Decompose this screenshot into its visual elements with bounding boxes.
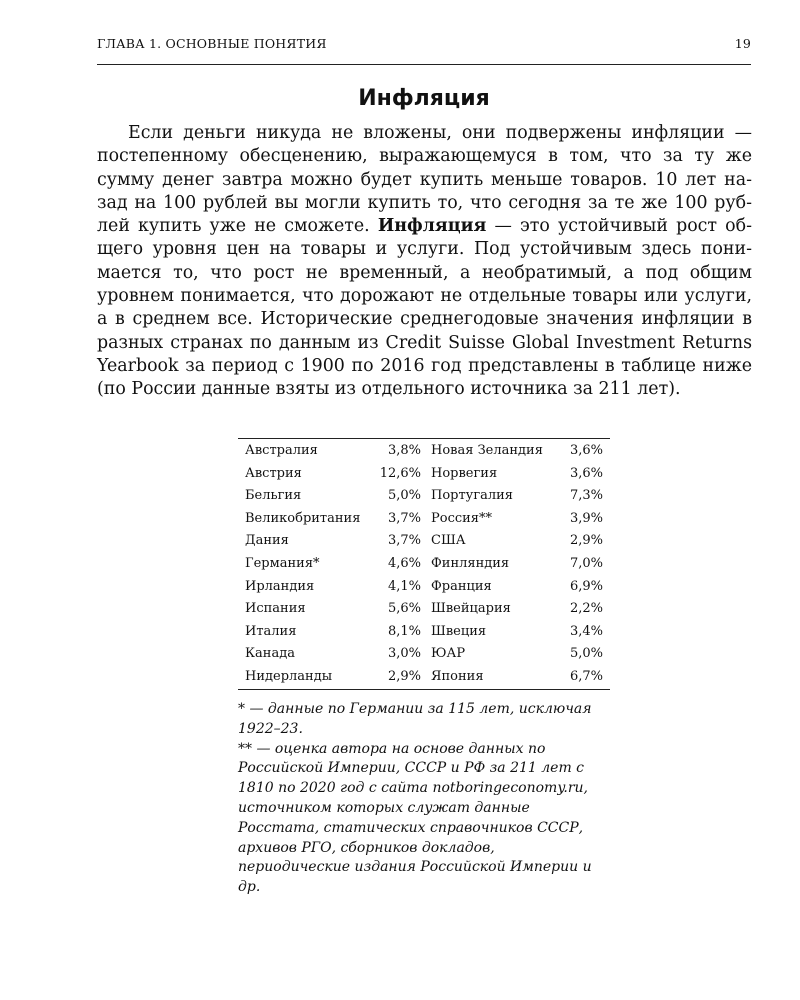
body-paragraph: [97, 122, 752, 402]
country-cell: Норвегия: [431, 465, 498, 481]
footnotes: [238, 700, 610, 898]
section-title: Инфляция: [358, 86, 490, 111]
table-row: [238, 508, 610, 531]
table-row: [238, 530, 610, 553]
inflation-table-container: [238, 438, 610, 690]
country-cell: Новая Зеландия: [431, 443, 543, 458]
inflation-value-cell: 3,9%: [569, 510, 603, 526]
country-cell: Бельгия: [245, 488, 302, 504]
country-cell: Япония: [431, 668, 484, 684]
country-cell: Великобритания: [245, 510, 361, 526]
table-row: [238, 643, 610, 666]
country-cell: Швейцария: [431, 601, 511, 617]
inflation-value-cell: 12,6%: [379, 465, 421, 481]
country-cell: Португалия: [431, 488, 514, 504]
footnote-germany: * — данные по Германии за 115 лет, исключая 1922–23.: [238, 701, 592, 737]
country-cell: Франция: [431, 578, 492, 594]
table-row: [238, 621, 610, 644]
country-cell: Ирландия: [245, 578, 315, 594]
inflation-value-cell: 3,4%: [569, 623, 603, 639]
inflation-value-cell: 8,1%: [387, 623, 421, 639]
inflation-value-cell: 2,2%: [569, 601, 603, 617]
inflation-value-cell: 3,7%: [387, 533, 421, 549]
table-row: [238, 553, 610, 576]
country-cell: Испания: [245, 601, 306, 617]
page-number: 19: [734, 36, 751, 51]
chapter-title: ГЛАВА 1. ОСНОВНЫЕ ПОНЯТИЯ: [97, 36, 327, 51]
inflation-value-cell: 5,6%: [387, 601, 421, 617]
table-row: [238, 576, 610, 599]
country-cell: Нидерланды: [245, 668, 333, 684]
inflation-value-cell: 4,6%: [387, 555, 421, 571]
inflation-value-cell: 2,9%: [569, 533, 603, 549]
inflation-value-cell: 3,0%: [387, 646, 421, 662]
inflation-value-cell: 3,7%: [387, 510, 421, 526]
inflation-value-cell: 3,6%: [569, 465, 603, 481]
country-cell: Австралия: [245, 443, 318, 458]
paragraph-text-start: Если деньги никуда не вложены, они подвержены инфляции — постепенному обесценению, выражающемуся в том, что за ту же сумму денег завтра можно будет купить меньше товаров. 10 лет назад на 100 рублей вы могли купить то, что сегодня за те же 100 рублей купить уже не сможете.: [97, 123, 752, 237]
inflation-value-cell: 2,9%: [387, 668, 421, 684]
country-cell: Канада: [245, 646, 295, 662]
inflation-value-cell: 3,8%: [387, 443, 421, 458]
inflation-value-cell: 6,7%: [569, 668, 603, 684]
inflation-value-cell: 6,9%: [569, 578, 603, 594]
table-row: [238, 485, 610, 508]
country-cell: Германия*: [245, 555, 320, 571]
country-cell: ЮАР: [431, 646, 466, 662]
table-row: [238, 439, 610, 463]
country-cell: Швеция: [431, 623, 487, 639]
inflation-value-cell: 7,3%: [569, 488, 603, 504]
inflation-value-cell: 3,6%: [569, 443, 603, 458]
running-header: [97, 34, 751, 65]
country-cell: Россия**: [431, 510, 493, 526]
country-cell: Дания: [245, 533, 289, 549]
footnote-russia: ** — оценка автора на основе данных по Российской Империи, СССР и РФ за 211 лет с 1810 по 2020 год с сайта notboringeconomy.ru, источником которых служат данные Росстата, статических справочников СССР, архивов РГО, сборников докладов, периодические издания Российской Империи и др.: [238, 740, 592, 896]
inflation-value-cell: 5,0%: [387, 488, 421, 504]
table-row: [238, 463, 610, 486]
table-row: [238, 666, 610, 689]
inflation-value-cell: 5,0%: [569, 646, 603, 662]
country-cell: Финляндия: [431, 555, 510, 571]
country-cell: Австрия: [245, 465, 302, 481]
paragraph-text-end: — это устойчивый рост общего уровня цен на товары и услуги. Под устойчивым здесь понимается то, что рост не временный, а необратимый, а под общим уровнем понимается, что дорожают не отдельные товары или услуги, а в среднем все. Исторические среднегодовые значения инфляции в разных странах по данным из Credit Suisse Global Investment Returns Yearbook за период с 1900 по 2016 год представлены в таблице ниже (по России данные взяты из отдельного источника за 211 лет).: [97, 216, 752, 400]
inflation-value-cell: 4,1%: [387, 578, 421, 594]
country-cell: США: [431, 533, 466, 549]
table-row: [238, 598, 610, 621]
country-cell: Италия: [245, 623, 297, 639]
defined-term: Инфляция: [377, 216, 487, 237]
inflation-table: [238, 438, 610, 690]
inflation-value-cell: 7,0%: [569, 555, 603, 571]
